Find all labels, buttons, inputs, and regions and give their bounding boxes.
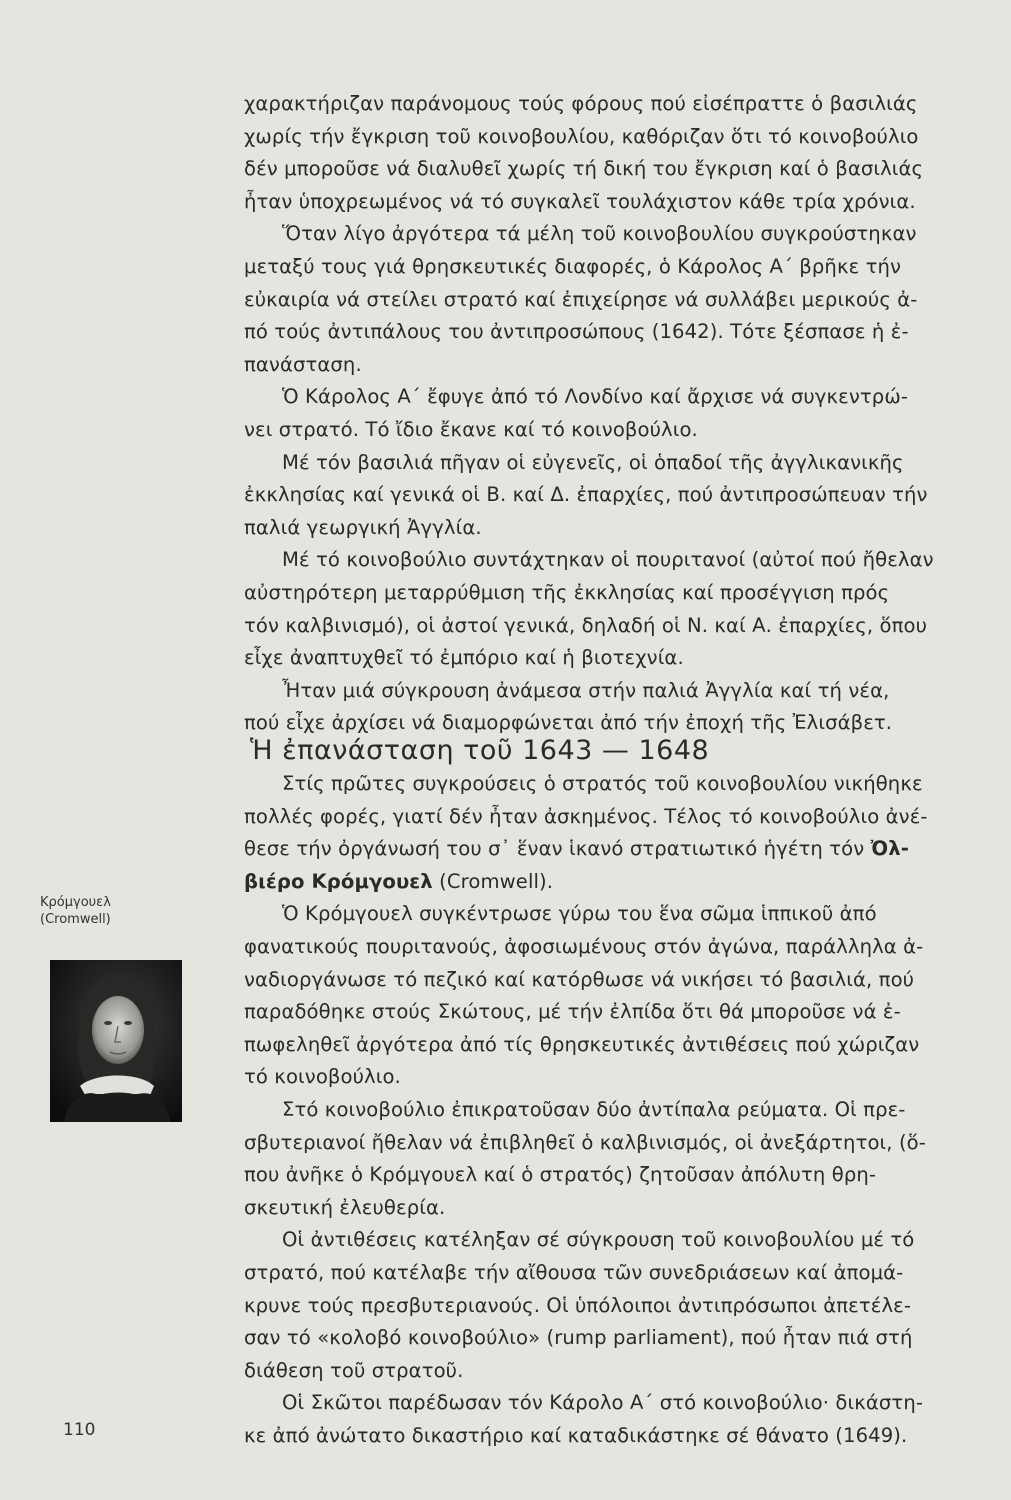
text-line: νει στρατό. Τό ἴδιο ἔκανε καί τό κοινοβούλιο. — [244, 417, 698, 441]
section-heading: Ἡ ἐπανάσταση τοῦ 1643 — 1648 — [250, 735, 710, 766]
text-line: χαρακτήριζαν παράνομους τούς φόρους πού εἰσέπραττε ὁ βασιλιάς — [244, 92, 918, 115]
text-line: μεταξύ τους γιά θρησκευτικές διαφορές, ὁ Κάρολος Α΄ βρῆκε τήν — [244, 254, 902, 278]
text-line: Οἱ ἀντιθέσεις κατέληξαν σέ σύγκρουση τοῦ κοινοβουλίου μέ τό — [282, 1228, 915, 1252]
text-line: πό τούς ἀντιπάλους του ἀντιπροσώπους (1642). Τότε ξέσπασε ἡ ἐ- — [244, 320, 909, 344]
text-line: Στίς πρῶτες συγκρούσεις ὁ στρατός τοῦ κοινοβουλίου νικήθηκε — [282, 772, 923, 795]
paragraph-currents — [244, 1094, 1004, 1224]
text-line: Οἱ Σκῶτοι παρέδωσαν τόν Κάρολο Α΄ στό κοινοβούλιο· δικάστη- — [282, 1391, 924, 1415]
text-line: τό κοινοβούλιο. — [244, 1065, 401, 1089]
text-line — [244, 833, 1004, 866]
text-line: Μέ τό κοινοβούλιο συντάχτηκαν οἱ πουριτανοί (αὐτοί πού ἤθελαν — [282, 548, 934, 572]
text-line: αὐστηρότερη μεταρρύθμιση τῆς ἐκκλησίας καί προσέγγιση πρός — [244, 580, 890, 604]
text-line: ναδιοργάνωσε τό πεζικό καί κατόρθωσε νά νικήσει τό βασιλιά, πού — [244, 967, 915, 991]
text-line: στρατό, πού κατέλαβε τήν αἴθουσα τῶν συνεδριάσεων καί ἀπομά- — [244, 1260, 904, 1284]
paragraph-execution — [244, 1387, 1004, 1452]
text-line: που ἀνῆκε ὁ Κρόμγουελ καί ὁ στρατός) ζητοῦσαν ἀπόλυτη θρη- — [244, 1163, 877, 1187]
text-line: κε ἀπό ἀνώτατο δικαστήριο καί καταδικάστηκε σέ θάνατο (1649). — [244, 1423, 908, 1447]
text-line: Ὁ Κρόμγουελ συγκέντρωσε γύρω του ἕνα σῶμα ἱππικοῦ ἀπό — [282, 902, 877, 926]
text-fragment: (Cromwell). — [439, 869, 554, 893]
text-line: χωρίς τήν ἔγκριση τοῦ κοινοβουλίου, καθόριζαν ὅτι τό κοινοβούλιο — [244, 124, 919, 148]
text-line: Στό κοινοβούλιο ἐπικρατοῦσαν δύο ἀντίπαλα ρεύματα. Οἱ πρε- — [282, 1097, 906, 1121]
text-fragment: θεσε τήν ὀργάνωσή του σ᾽ ἕναν ἱκανό στρατιωτικό ἡγέτη τόν — [244, 837, 865, 861]
paragraph-king-side — [244, 447, 1004, 545]
text-line: Ὁ Κάρολος Α΄ ἔφυγε ἀπό τό Λονδίνο καί ἄρχισε νά συγκεντρώ- — [282, 385, 908, 409]
section-2-text — [244, 768, 1004, 1452]
text-line: διάθεση τοῦ στρατοῦ. — [244, 1358, 464, 1382]
caption-line: (Cromwell) — [40, 912, 111, 927]
cromwell-portrait — [50, 960, 182, 1122]
portrait-drawing — [50, 960, 182, 1122]
bold-name: Ὀλ- — [870, 837, 909, 861]
text-line: πολλές φορές, γιατί δέν ἦταν ἀσκημένος. Τέλος τό κοινοβούλιο ἀνέ- — [244, 804, 928, 828]
text-line: κρυνε τούς πρεσβυτεριανούς. Οἱ ὑπόλοιποι ἀντιπρόσωποι ἀπετέλε- — [244, 1293, 912, 1317]
text-line: φανατικούς πουριτανούς, ἀφοσιωμένους στόν ἀγώνα, παράλληλα ἀ- — [244, 934, 924, 958]
text-line: παραδόθηκε στούς Σκώτους, μέ τήν ἐλπίδα ὅτι θά μποροῦσε νά ἐ- — [244, 1000, 901, 1024]
text-line: πού εἶχε ἀρχίσει νά διαμορφώνεται ἀπό τήν ἐποχή τῆς Ἐλισάβετ. — [244, 711, 893, 735]
text-line: εὐκαιρία νά στείλει στρατό καί ἐπιχείρησε νά συλλάβει μερικούς ἀ- — [244, 287, 918, 311]
bold-name: βιέρο Κρόμγουελ — [244, 869, 433, 893]
text-line: Ἦταν μιά σύγκρουση ἀνάμεσα στήν παλιά Ἀγγλία καί τή νέα, — [282, 678, 890, 702]
text-line: ἦταν ὑποχρεωμένος νά τό συγκαλεῖ τουλάχιστον κάθε τρία χρόνια. — [244, 189, 916, 213]
text-line: σκευτική ἐλευθερία. — [244, 1195, 446, 1219]
paragraph-parliament-side — [244, 544, 1004, 674]
paragraph-conflict — [244, 218, 1004, 381]
text-line: παλιά γεωργική Ἀγγλία. — [244, 515, 482, 539]
text-line: σαν τό «κολοβό κοινοβούλιο» (rump parliament), πού ἦταν πιά στή — [244, 1326, 913, 1350]
text-line — [244, 866, 1004, 899]
paragraph-cavalry — [244, 898, 1004, 1094]
text-line: τόν καλβινισμό), οἱ ἀστοί γενικά, δηλαδή οἱ Ν. καί Α. ἐπαρχίες, ὅπου — [244, 613, 928, 637]
paragraph-london — [244, 381, 1004, 446]
text-line: δέν μποροῦσε νά διαλυθεῖ χωρίς τή δική του ἔγκριση καί ὁ βασιλιάς — [244, 157, 924, 181]
paragraph-taxes — [244, 88, 1004, 218]
text-line: Ὅταν λίγο ἀργότερα τά μέλη τοῦ κοινοβουλίου συγκρούστηκαν — [282, 222, 917, 246]
text-line: πανάσταση. — [244, 352, 362, 376]
paragraph-first-clashes — [244, 768, 1004, 898]
text-line: Μέ τόν βασιλιά πῆγαν οἱ εὐγενεῖς, οἱ ὁπαδοί τῆς ἀγγλικανικῆς — [282, 450, 904, 474]
paragraph-rump — [244, 1224, 1004, 1387]
paragraph-old-new — [244, 675, 1004, 740]
caption-line: Κρόμγουελ — [40, 895, 111, 910]
page-number: 110 — [63, 1420, 96, 1440]
text-line: πωφεληθεῖ ἀργότερα ἀπό τίς θρησκευτικές ἀντιθέσεις πού χώριζαν — [244, 1032, 920, 1056]
portrait-caption — [40, 894, 111, 928]
section-1-text — [244, 88, 1004, 740]
text-line: ἐκκλησίας καί γενικά οἱ Β. καί Δ. ἐπαρχίες, πού ἀντιπροσώπευαν τήν — [244, 483, 928, 507]
text-line: εἶχε ἀναπτυχθεῖ τό ἐμπόριο καί ἡ βιοτεχνία. — [244, 646, 684, 670]
text-line: σβυτεριανοί ἤθελαν νά ἐπιβληθεῖ ὁ καλβινισμός, οἱ ἀνεξάρτητοι, (ὅ- — [244, 1130, 926, 1154]
